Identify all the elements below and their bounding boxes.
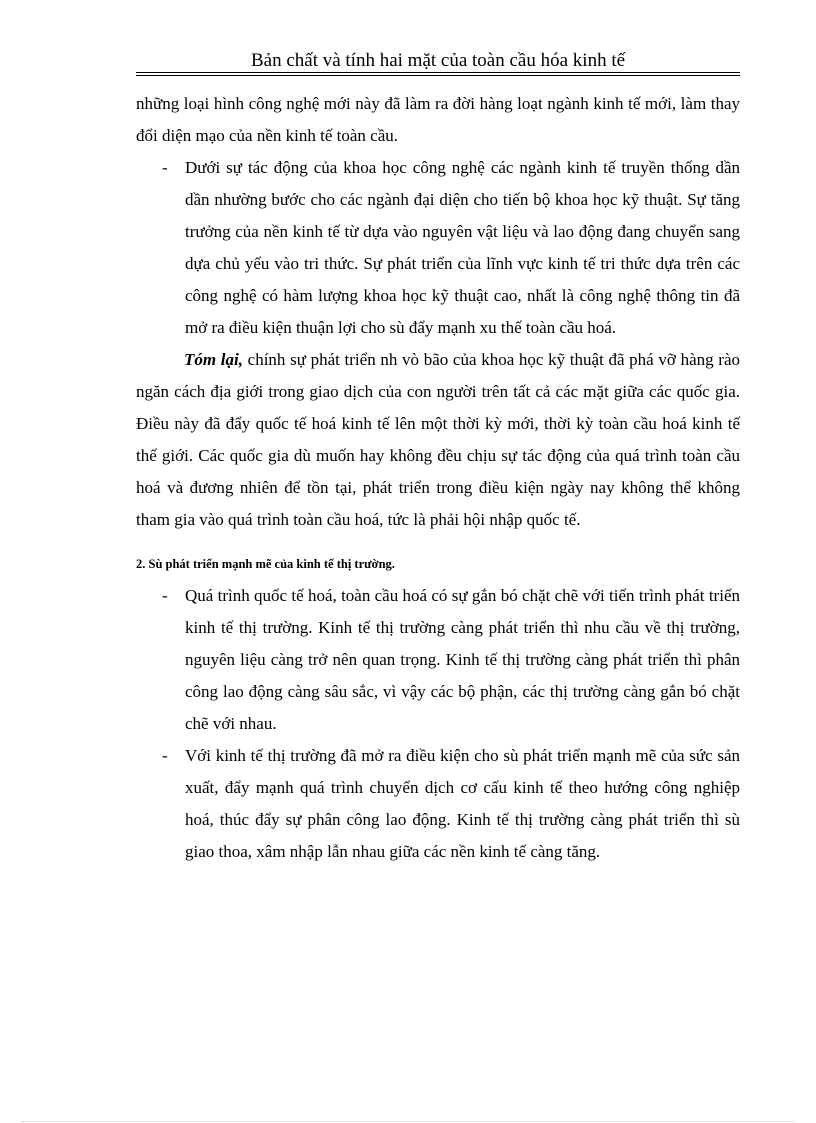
header-rule-thin (136, 72, 740, 73)
section-heading: 2. Sù phát triển mạnh mẽ của kinh tế thị trường. (136, 557, 395, 571)
summary-text: chính sự phát triển nh vò bão của khoa học kỹ thuật đã phá vỡ hàng rào ngăn cách địa giới trong giao dịch của con người trên tất cả các mặt giữa các quốc gia. Điều này đã đẩy quốc tế hoá kinh tế lên một thời kỳ mới, thời kỳ toàn cầu hoá kinh tế thế giới. Các quốc gia dù muốn hay không đều chịu sự tác động của quá trình toàn cầu hoá và đương nhiên để tồn tại, phát triển trong điều kiện ngày nay không thể không tham gia vào quá trình toàn cầu hoá, tức là phải hội nhập quốc tế. (136, 350, 740, 529)
bullet-text: Dưới sự tác động của khoa học công nghệ các ngành kinh tế truyền thống dần dần nhường bước cho các ngành đại diện cho tiến bộ khoa học kỹ thuật. Sự tăng trưởng của nền kinh tế từ dựa vào nguyên vật liệu và lao động đang chuyển sang dựa chủ yếu vào tri thức. Sự phát triển của lĩnh vực kinh tế tri thức dựa trên các công nghệ có hàm lượng khoa học kỹ thuật cao, nhất là công nghệ thông tin đã mở ra điều kiện thuận lợi cho sù đẩy mạnh xu thế toàn cầu hoá. (185, 158, 740, 337)
bullet-dash: - (162, 586, 168, 605)
summary-lead: Tóm lại, (184, 350, 243, 369)
bullet-item-tech-impact (136, 152, 740, 344)
bullet-item-market-integration (136, 580, 740, 740)
paragraph-continuation: những loại hình công nghệ mới này đã làm ra đời hàng loạt ngành kinh tế mới, làm thay đổi diện mạo của nền kinh tế toàn cầu. (136, 94, 740, 145)
page-bottom-border (22, 1121, 794, 1122)
bullet-dash: - (162, 158, 168, 177)
bullet-text: Quá trình quốc tế hoá, toàn cầu hoá có sự gắn bó chặt chẽ với tiến trình phát triển kinh tế thị trường. Kinh tế thị trường càng phát triển thì nhu cầu về thị trường, nguyên liệu càng trở nên quan trọng. Kinh tế thị trường càng phát triển thì phân công lao động càng sâu sắc, vì vậy các bộ phận, các thị trường càng gắn bó chặt chẽ với nhau. (185, 586, 740, 733)
document-body (136, 88, 740, 868)
summary-paragraph (136, 344, 740, 536)
header-rule-thick (136, 75, 740, 76)
bullet-item-market-growth (136, 740, 740, 868)
bullet-dash: - (162, 746, 168, 765)
bullet-text: Với kinh tế thị trường đã mở ra điều kiện cho sù phát triển mạnh mẽ của sức sản xuất, đẩy mạnh quá trình chuyển dịch cơ cấu kinh tế theo hướng công nghiệp hoá, thúc đẩy sự phân công lao động. Kinh tế thị trường càng phát triển thì sù giao thoa, xâm nhập lẫn nhau giữa các nền kinh tế càng tăng. (185, 746, 740, 861)
page-header-title: Bản chất và tính hai mặt của toàn cầu hóa kinh tế (250, 50, 626, 71)
